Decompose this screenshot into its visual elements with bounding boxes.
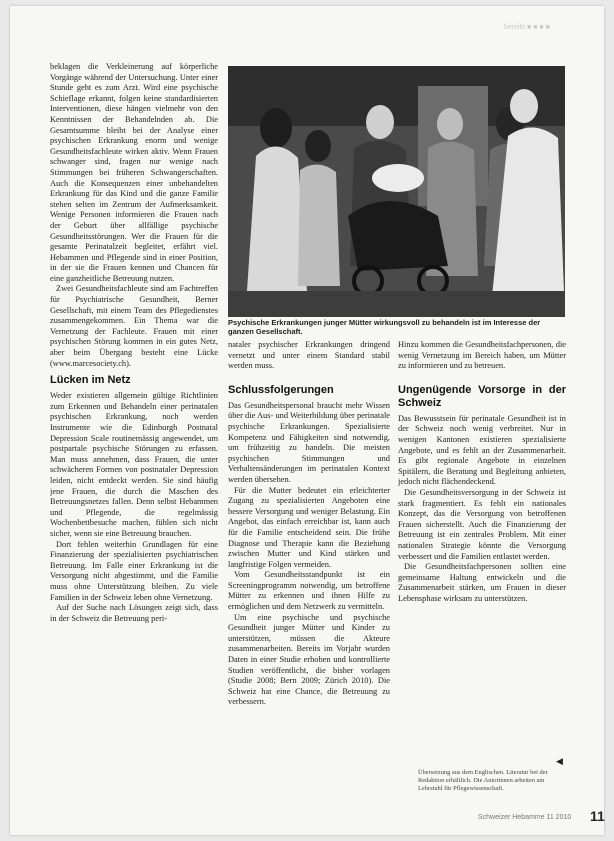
col3-paragraph-4: Die Gesundheitsfachpersonen sollten eine gemeinsame Haltung entwickeln und die Zusammenarbeit stärken, um Frauen in dieser Lebensphase wirksam zu unterstützen. [398, 562, 566, 603]
column-2 [228, 340, 390, 810]
photo-caption: Psychische Erkrankungen junger Mütter wirkungsvoll zu behandeln ist im Interesse der ganzen Gesellschaft. [228, 318, 541, 336]
section-heading-vorsorge: Ungenügende Vorsorge in der Schweiz [398, 383, 566, 409]
magazine-page [10, 6, 604, 835]
end-of-article-arrow-icon: ◀ [556, 756, 563, 766]
col1-paragraph-1: beklagen die Verkleinerung auf körperliche Vorgänge während der Untersuchung. Unter einer Stunde geht es zum Arzt. Wird eine psychische Schieflage erkannt, folgen keine standardisierten Interventionen, diese hängen vielmehr von den Kenntnissen der Behandelnden ab. Die Gesamtsumme bleibt bei der Analyse einer psychischen Erkrankung enorm und wenige Gesundheitsfachleute wirken aktiv. Wenn Frauen schwanger sind, fragen nur wenige nach Stimmungen bei früheren Schwangerschaften. Auch die Konsequenzen einer unbehandelten Erkrankung für das Kind und die ganze Familie stehen selten im Zentrum der Aufmerksamkeit. Wenige Personen informieren die Frauen nach der Geburt über allfällige psychische Gesundheitsstörungen. Wer die Frauen für die gesamte Perinatalzeit begleitet, erfährt viel. Hebammen und Pflegende sind in einer Position, in der sie die Frauen kennen und Chancen für eine ganzheitliche Betreuung nutzen. [50, 62, 218, 283]
column-1 [50, 62, 218, 807]
footnote: Übersetzung aus dem Englischen. Literatur bei der Redaktion erhältlich. Die Autorinnen arbeiten am Lehrstuhl für Pflegewissenschaft. [418, 769, 548, 792]
col3-paragraph-1: Hinzu kommen die Gesundheitsfachpersonen, die wenig Vernetzung im Bereich haben, um Mütter zu informieren und zu betreuen. [398, 340, 566, 371]
page-number: 11 [590, 808, 605, 824]
col1-paragraph-2: Zwei Gesundheitsfachleute sind am Fachtreffen für Psychiatrische Gesundheit, Berner Gesellschaft, mit einem Team des Pflegedienstes zusammengekommen. Ein Thema war die Vernetzung der Fachleute. Frauen mit einer psychischen Störung kommen in ein gutes Netz, aber beim Übergang besteht eine Lücke (www.marcesociety.ch). [50, 284, 218, 368]
col1-paragraph-4: Dort fehlen weiterhin Grundlagen für eine Finanzierung der spezialisierten psychiatrischen Betreuung. Im Falle einer Erkrankung ist die Versorgung nicht abgestimmt, und die Familie muss ohne Unterstützung bleiben. Zu viele Familien in der Schweiz leben ohne Vernetzung. [50, 539, 218, 602]
column-3 [398, 340, 566, 752]
col2-paragraph-2: Das Gesundheitspersonal braucht mehr Wissen über die Aus- und Weiterbildung über perinatale psychische Erkrankungen. Spezialisierte Kompetenz und Fähigkeiten sind notwendig, um frühzeitig zu handeln. Die meisten psychischen Stimmungen und Verhaltensänderungen im perinatalen Kontext werden übersehen. [228, 400, 390, 484]
col2-paragraph-5: Um eine psychische und psychische Gesundheit junger Mütter und Kinder zu unterstützen, müssen die Akteure zusammenarbeiten. Bereits im Vorjahr wurden Daten in einer Studie erhoben und kontrollierte Studien veröffentlicht, die bisher vorlagen (Studie 2008; Bern 2009; Zürich 2010). Die Schweiz hat eine Chance, die Betreuung zu verbessern. [228, 612, 390, 707]
col1-paragraph-3: Weder existieren allgemein gültige Richtlinien zum Erkennen und Behandeln einer perinatalen psychischen Erkrankung, noch werden Instrumente wie die Edinburgh Postnatal Depression Scale routinemässig angewendet, um postpartale psychische Störungen zu erfassen. Man muss annehmen, dass Frauen, die unter schwächeren Formen von postnataler Depression leiden, nicht entdeckt werden. Sie sind häufig jene Frauen, die durch die Maschen des Betreuungsnetzes fallen. Denn selbst Hebammen und Pflegende, die regelmässig Wochenbettbesuche machen, fühlen sich nicht sicher, wenn sie eine Betreuung brauchen. [50, 391, 218, 538]
photo-mothers-group [228, 66, 565, 317]
header-mark: bereits ■ ■ ■ ■ [504, 24, 550, 31]
section-heading-lucken: Lücken im Netz [50, 374, 131, 387]
section-heading-schluss: Schlussfolgerungen [228, 383, 334, 396]
col2-paragraph-1: nataler psychischer Erkrankungen dringend vernetzt und unter einem Standard stabil werden muss. [228, 340, 390, 371]
journal-footer: Schweizer Hebamme 11 2010 [478, 814, 572, 821]
col1-paragraph-5: Auf der Suche nach Lösungen zeigt sich, dass in der Schweiz die Betreuung peri- [50, 603, 218, 623]
col2-paragraph-3: Für die Mutter bedeutet ein erleichterter Zugang zu spezialisierten Angeboten eine bessere Versorgung und weniger Belastung. Ein Angebot, das einfach erreichbar ist, kann auch für die Familie entscheidend sein. Die frühe Diagnose und Therapie kann die Beziehung zwischen Mutter und Kind stärken und langfristige Folgen vermeiden. [228, 485, 390, 569]
col2-paragraph-4: Vom Gesundheitsstandpunkt ist ein Screeningprogramm notwendig, um betroffene Mütter zu erkennen und ihnen Hilfe zu ermöglichen und dem Netzwerk zu vermitteln. [228, 570, 390, 612]
photo-image [228, 66, 565, 317]
col3-paragraph-2: Das Bewusstsein für perinatale Gesundheit ist in der Schweiz noch wenig verbreitet. Nur in wenigen Kantonen existieren spezialisierte Angebote, und es fehlt an der Zusammenarbeit. Es gibt regionale Angebote in einzelnen Spitälern, die Beratung und Begleitung anbieten, jedoch nicht flächendeckend. [398, 413, 566, 487]
col3-paragraph-3: Die Gesundheitsversorgung in der Schweiz ist stark fragmentiert. Es fehlt ein nationales Konzept, das die Versorgung von betroffenen Frauen sicherstellt. Auch die Finanzierung der Betreuung ist ein zentrales Problem. Mit einer nationalen Strategie könnte die Versorgung verbessert und die Familien entlastet werden. [398, 487, 566, 561]
